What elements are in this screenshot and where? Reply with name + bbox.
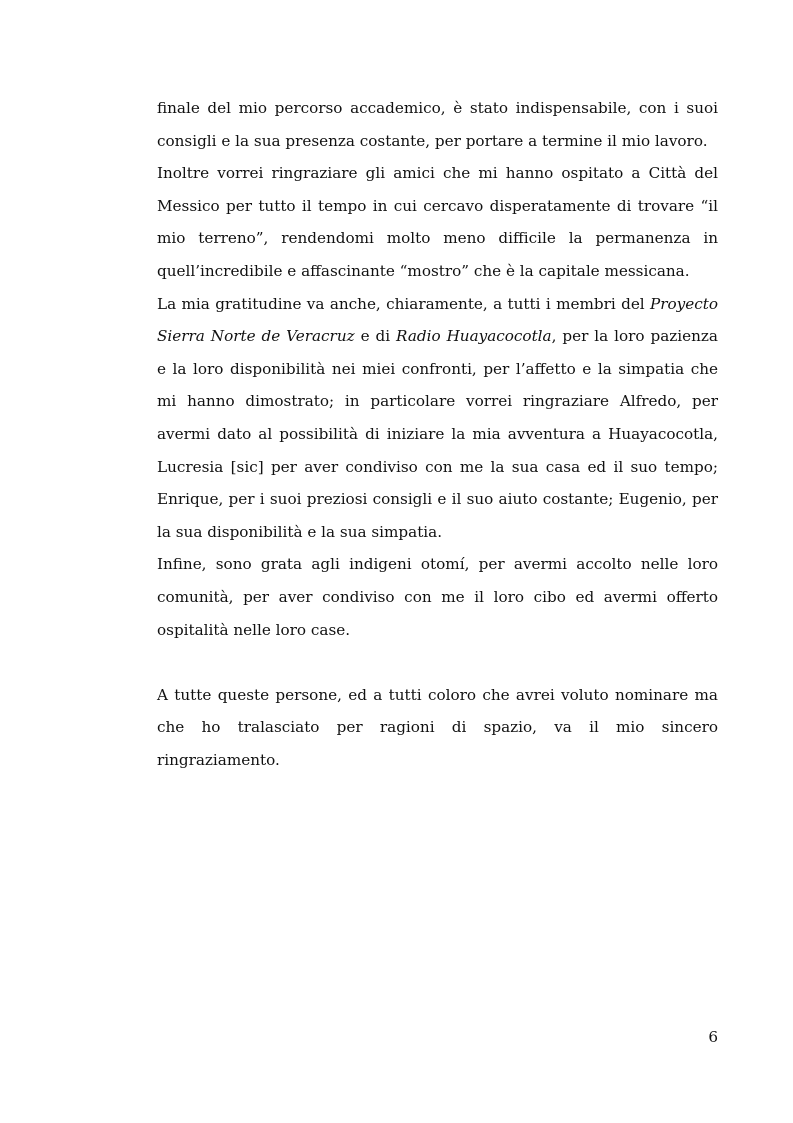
paragraph-text: La mia gratitudine va anche, chiaramente, a tutti i membri del — [157, 294, 651, 313]
italic-project-name: Proyecto Sierra Norte de Veracruz — [157, 294, 718, 346]
document-body — [157, 92, 718, 776]
paragraph-text: Infine, sono grata agli indigeni otomí, per avermi accolto nelle loro comunità, per aver condiviso con me il loro cibo ed avermi offerto ospitalità nelle loro case. — [157, 555, 718, 639]
page-number: 6 — [708, 1028, 718, 1046]
italic-radio-name: Radio Huayacocotla — [396, 327, 552, 346]
paragraph-text: Inoltre vorrei ringraziare gli amici che mi hanno ospitato a Città del Messico per tutto il tempo in cui cercavo disperatamente di trovare “il mio terreno”, rendendomi molto meno difficile la permanenza in quell’incredibile e affascinante “mostro” che è la capitale messicana. — [157, 164, 718, 280]
paragraph-text: e di — [354, 327, 397, 346]
paragraph-otomi-communities — [157, 548, 718, 646]
paragraph-text: , per la loro pazienza e la loro disponibilità nei miei confronti, per l’affetto e la simpatia che mi hanno dimostrato; in particolare vorrei ringraziare Alfredo, per avermi dato al possibilità di iniziare la mia avventura a Huayacocotla, Lucresia [sic] per aver condiviso con me la sua casa ed il suo tempo; Enrique, per i suoi preziosi consigli e il suo aiuto costante; Eugenio, per la sua disponibilità e la sua simpatia. — [157, 327, 718, 541]
paragraph-friends-mexico-city — [157, 157, 718, 287]
paragraph-closing-thanks — [157, 679, 718, 777]
paragraph-project-members — [157, 288, 718, 549]
paragraph-text: A tutte queste persone, ed a tutti coloro che avrei voluto nominare ma che ho tralasciato per ragioni di spazio, va il mio sincero ringraziamento. — [157, 685, 718, 769]
paragraph-text: finale del mio percorso accademico, è stato indispensabile, con i suoi consigli e la sua presenza costante, per portare a termine il mio lavoro. — [157, 99, 718, 150]
paragraph-continuation — [157, 92, 718, 157]
